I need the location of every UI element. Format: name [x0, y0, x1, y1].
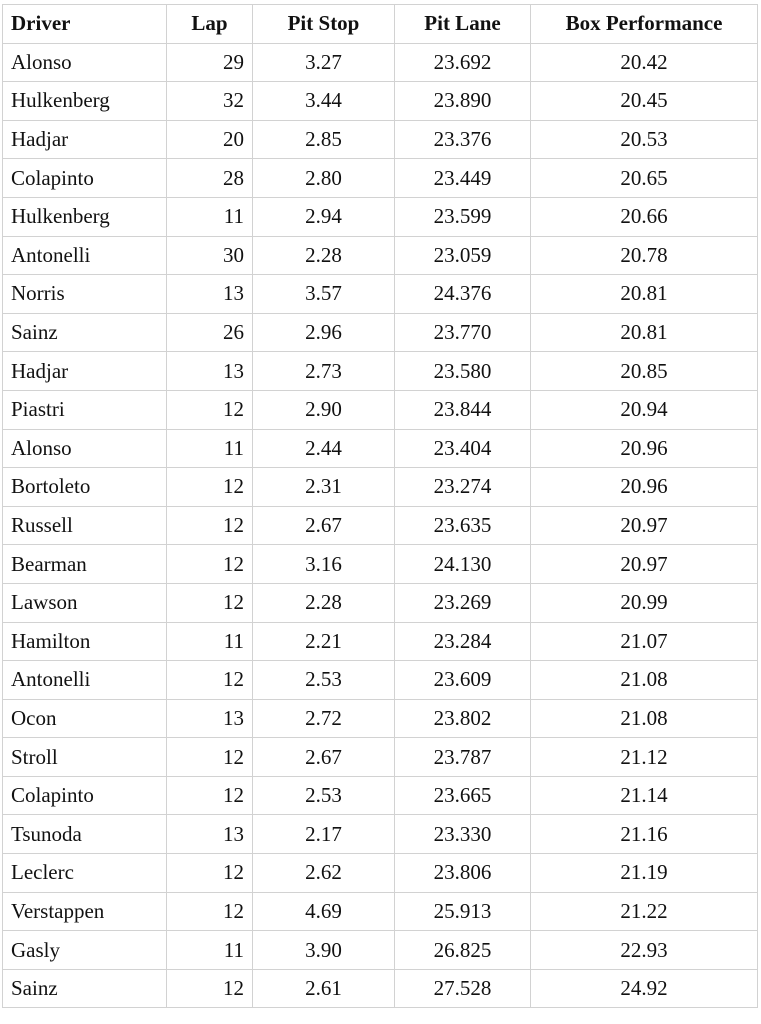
box-performance-cell: 24.92 — [531, 969, 758, 1008]
pit-stop-cell: 2.62 — [253, 854, 395, 893]
driver-cell: Gasly — [3, 931, 167, 970]
driver-cell: Colapinto — [3, 159, 167, 198]
pit-lane-cell: 23.890 — [395, 82, 531, 121]
lap-cell: 12 — [167, 506, 253, 545]
table-row — [3, 313, 758, 352]
box-performance-cell: 21.07 — [531, 622, 758, 661]
pit-stop-cell: 3.57 — [253, 275, 395, 314]
driver-cell: Bortoleto — [3, 468, 167, 507]
pit-stop-table-container — [2, 4, 757, 1008]
lap-cell: 28 — [167, 159, 253, 198]
table-row — [3, 197, 758, 236]
table-row — [3, 43, 758, 82]
driver-cell: Bearman — [3, 545, 167, 584]
box-performance-cell: 20.97 — [531, 506, 758, 545]
box-performance-cell: 21.19 — [531, 854, 758, 893]
driver-cell: Hulkenberg — [3, 197, 167, 236]
box-performance-cell: 20.99 — [531, 583, 758, 622]
lap-cell: 12 — [167, 583, 253, 622]
pit-lane-cell: 23.274 — [395, 468, 531, 507]
table-row — [3, 622, 758, 661]
box-performance-cell: 21.08 — [531, 661, 758, 700]
column-header-box-performance: Box Performance — [531, 5, 758, 44]
box-performance-cell: 20.97 — [531, 545, 758, 584]
table-row — [3, 892, 758, 931]
pit-stop-cell: 3.16 — [253, 545, 395, 584]
table-row — [3, 738, 758, 777]
box-performance-cell: 20.94 — [531, 390, 758, 429]
table-row — [3, 390, 758, 429]
pit-lane-cell: 23.376 — [395, 120, 531, 159]
column-header-lap: Lap — [167, 5, 253, 44]
lap-cell: 12 — [167, 545, 253, 584]
pit-lane-cell: 23.404 — [395, 429, 531, 468]
table-row — [3, 429, 758, 468]
pit-lane-cell: 23.330 — [395, 815, 531, 854]
driver-cell: Verstappen — [3, 892, 167, 931]
driver-cell: Antonelli — [3, 236, 167, 275]
pit-lane-cell: 24.376 — [395, 275, 531, 314]
lap-cell: 12 — [167, 661, 253, 700]
pit-lane-cell: 23.059 — [395, 236, 531, 275]
pit-stop-cell: 3.90 — [253, 931, 395, 970]
pit-lane-cell: 23.284 — [395, 622, 531, 661]
pit-stop-cell: 2.28 — [253, 583, 395, 622]
box-performance-cell: 20.66 — [531, 197, 758, 236]
pit-stop-cell: 2.61 — [253, 969, 395, 1008]
box-performance-cell: 22.93 — [531, 931, 758, 970]
lap-cell: 13 — [167, 352, 253, 391]
box-performance-cell: 20.45 — [531, 82, 758, 121]
pit-stop-cell: 2.73 — [253, 352, 395, 391]
table-row — [3, 931, 758, 970]
driver-cell: Alonso — [3, 43, 167, 82]
pit-stop-cell: 2.21 — [253, 622, 395, 661]
lap-cell: 20 — [167, 120, 253, 159]
pit-lane-cell: 23.802 — [395, 699, 531, 738]
driver-cell: Tsunoda — [3, 815, 167, 854]
pit-lane-cell: 24.130 — [395, 545, 531, 584]
pit-lane-cell: 23.770 — [395, 313, 531, 352]
table-row — [3, 159, 758, 198]
pit-stop-cell: 2.28 — [253, 236, 395, 275]
driver-cell: Hulkenberg — [3, 82, 167, 121]
lap-cell: 29 — [167, 43, 253, 82]
pit-stop-cell: 2.44 — [253, 429, 395, 468]
box-performance-cell: 20.96 — [531, 468, 758, 507]
lap-cell: 11 — [167, 197, 253, 236]
table-header-row — [3, 5, 758, 44]
table-row — [3, 969, 758, 1008]
driver-cell: Sainz — [3, 313, 167, 352]
lap-cell: 12 — [167, 738, 253, 777]
table-row — [3, 468, 758, 507]
lap-cell: 12 — [167, 854, 253, 893]
pit-stop-cell: 2.31 — [253, 468, 395, 507]
pit-stop-cell: 2.80 — [253, 159, 395, 198]
lap-cell: 13 — [167, 275, 253, 314]
pit-lane-cell: 23.449 — [395, 159, 531, 198]
box-performance-cell: 20.81 — [531, 275, 758, 314]
pit-stop-cell: 2.85 — [253, 120, 395, 159]
table-row — [3, 82, 758, 121]
driver-cell: Leclerc — [3, 854, 167, 893]
pit-stop-cell: 3.27 — [253, 43, 395, 82]
pit-lane-cell: 23.787 — [395, 738, 531, 777]
table-row — [3, 120, 758, 159]
pit-lane-cell: 23.665 — [395, 776, 531, 815]
lap-cell: 11 — [167, 622, 253, 661]
lap-cell: 13 — [167, 815, 253, 854]
pit-stop-cell: 2.67 — [253, 506, 395, 545]
column-header-pit-stop: Pit Stop — [253, 5, 395, 44]
lap-cell: 12 — [167, 776, 253, 815]
pit-stop-cell: 2.96 — [253, 313, 395, 352]
box-performance-cell: 20.65 — [531, 159, 758, 198]
pit-lane-cell: 23.580 — [395, 352, 531, 391]
pit-lane-cell: 23.844 — [395, 390, 531, 429]
box-performance-cell: 21.22 — [531, 892, 758, 931]
lap-cell: 11 — [167, 429, 253, 468]
driver-cell: Sainz — [3, 969, 167, 1008]
pit-lane-cell: 23.635 — [395, 506, 531, 545]
driver-cell: Hadjar — [3, 352, 167, 391]
lap-cell: 12 — [167, 892, 253, 931]
driver-cell: Ocon — [3, 699, 167, 738]
driver-cell: Antonelli — [3, 661, 167, 700]
pit-lane-cell: 23.599 — [395, 197, 531, 236]
driver-cell: Hadjar — [3, 120, 167, 159]
box-performance-cell: 21.08 — [531, 699, 758, 738]
lap-cell: 12 — [167, 468, 253, 507]
driver-cell: Hamilton — [3, 622, 167, 661]
pit-stop-cell: 2.53 — [253, 776, 395, 815]
pit-lane-cell: 23.269 — [395, 583, 531, 622]
driver-cell: Norris — [3, 275, 167, 314]
box-performance-cell: 21.16 — [531, 815, 758, 854]
lap-cell: 32 — [167, 82, 253, 121]
table-row — [3, 506, 758, 545]
pit-stop-cell: 2.67 — [253, 738, 395, 777]
table-row — [3, 352, 758, 391]
lap-cell: 12 — [167, 390, 253, 429]
box-performance-cell: 20.85 — [531, 352, 758, 391]
box-performance-cell: 21.12 — [531, 738, 758, 777]
table-row — [3, 661, 758, 700]
pit-lane-cell: 23.692 — [395, 43, 531, 82]
lap-cell: 11 — [167, 931, 253, 970]
pit-stop-table — [2, 4, 758, 1008]
table-row — [3, 545, 758, 584]
pit-lane-cell: 23.806 — [395, 854, 531, 893]
pit-stop-cell: 2.17 — [253, 815, 395, 854]
driver-cell: Alonso — [3, 429, 167, 468]
table-body — [3, 43, 758, 1008]
pit-lane-cell: 23.609 — [395, 661, 531, 700]
box-performance-cell: 20.42 — [531, 43, 758, 82]
driver-cell: Stroll — [3, 738, 167, 777]
pit-lane-cell: 25.913 — [395, 892, 531, 931]
lap-cell: 30 — [167, 236, 253, 275]
pit-lane-cell: 27.528 — [395, 969, 531, 1008]
box-performance-cell: 21.14 — [531, 776, 758, 815]
pit-stop-cell: 2.53 — [253, 661, 395, 700]
table-row — [3, 275, 758, 314]
box-performance-cell: 20.81 — [531, 313, 758, 352]
table-row — [3, 236, 758, 275]
pit-lane-cell: 26.825 — [395, 931, 531, 970]
column-header-pit-lane: Pit Lane — [395, 5, 531, 44]
pit-stop-cell: 4.69 — [253, 892, 395, 931]
box-performance-cell: 20.53 — [531, 120, 758, 159]
table-row — [3, 854, 758, 893]
driver-cell: Piastri — [3, 390, 167, 429]
lap-cell: 26 — [167, 313, 253, 352]
driver-cell: Russell — [3, 506, 167, 545]
pit-stop-cell: 2.72 — [253, 699, 395, 738]
lap-cell: 13 — [167, 699, 253, 738]
driver-cell: Lawson — [3, 583, 167, 622]
pit-stop-cell: 2.90 — [253, 390, 395, 429]
table-row — [3, 583, 758, 622]
pit-stop-cell: 2.94 — [253, 197, 395, 236]
pit-stop-cell: 3.44 — [253, 82, 395, 121]
lap-cell: 12 — [167, 969, 253, 1008]
column-header-driver: Driver — [3, 5, 167, 44]
box-performance-cell: 20.78 — [531, 236, 758, 275]
table-row — [3, 815, 758, 854]
table-row — [3, 699, 758, 738]
table-row — [3, 776, 758, 815]
driver-cell: Colapinto — [3, 776, 167, 815]
box-performance-cell: 20.96 — [531, 429, 758, 468]
